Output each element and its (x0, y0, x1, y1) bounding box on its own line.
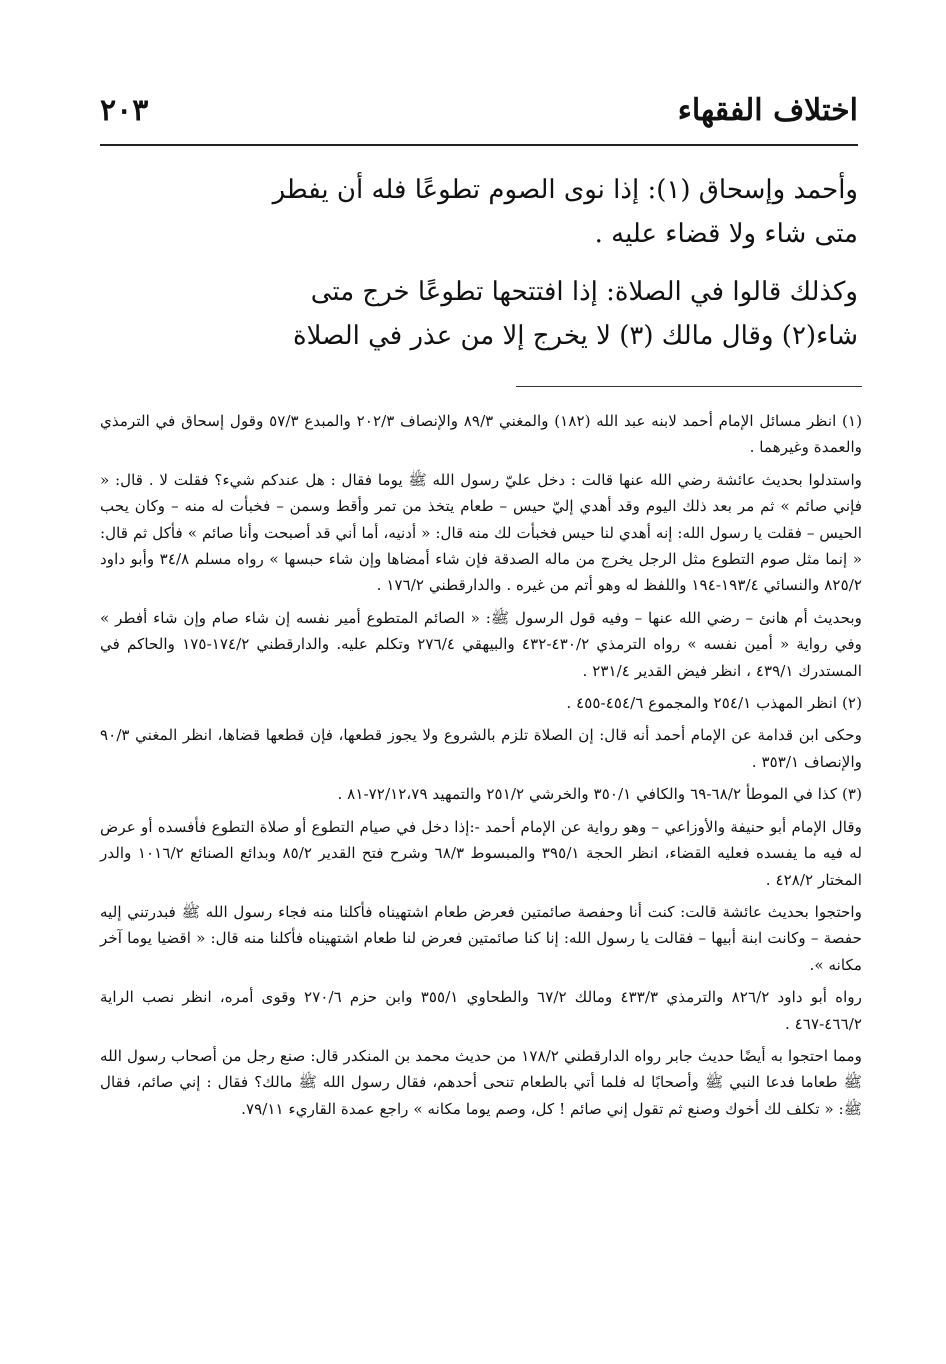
footnote-1-paragraph: وبحديث أم هانئ – رضي الله عنها – وفيه قول الرسول ﷺ: « الصائم المتطوع أمير نفسه إن شاء صام وإن شاء أفطر » وفي رواية « أمين نفسه » رواه الترمذي ٤٣٠/٢-٤٣٢ والبيهقي ٢٧٦/٤ وتكلم عليه. والدارقطني ١٧٤/٢-١٧٥ والحاكم في المستدرك ٤٣٩/١ ، انظر فيض القدير ٢٣١/٤ . (100, 608, 862, 680)
main-line: شاء(٢) وقال مالك (٣) لا يخرج إلا من عذر في الصلاة (293, 321, 858, 351)
header-divider (100, 144, 858, 146)
footnote-3: (٣) كذا في الموطأ ٦٨/٢-٦٩ والكافي ٣٥٠/١ والخرشي ٢٥١/٢ والتمهيد ٧٢/١٢،٧٩-٨١ . (337, 785, 862, 804)
main-line: متى شاء ولا قضاء عليه . (594, 219, 858, 249)
main-line: وأحمد وإسحاق (١): إذا نوى الصوم تطوعًا فله أن يفطر (272, 175, 858, 205)
main-paragraph (100, 270, 858, 358)
footnote-3-paragraph: ومما احتجوا به أيضًا حديث جابر رواه الدارقطني ١٧٨/٢ من حديث محمد بن المنكدر قال: صنع رجل من أصحاب رسول الله ﷺ طعاما فدعا النبي ﷺ وأصحابًا له فلما أتي بالطعام تنحى أحدهم، فقال رسول الله ﷺ مالك؟ فقال : إني صائم، فقال ﷺ: « تكلف لك أخوك وصنع ثم تقول إني صائم ! كل، وصم يوما مكانه » راجع عمدة القاريء ٧٩/١١. (100, 1046, 862, 1118)
footnote-1: (١) انظر مسائل الإمام أحمد لابنه عبد الله (١٨٢) والمغني ٨٩/٣ والإنصاف ٢٠٢/٣ والمبدع ٥٧/٣ وقول إسحاق في الترمذي والعمدة وغيرهما . (100, 412, 863, 457)
footnote-3-paragraph: رواه أبو داود ٨٢٦/٢ والترمذي ٤٣٣/٣ ومالك ٦٧/٢ والطحاوي ٣٥٥/١ وابن حزم ٢٧٠/٦ وقوى أمره، انظر نصب الراية ٤٦٦/٢-٤٦٧ . (100, 988, 863, 1033)
page-number: ٢٠٣ (100, 93, 149, 128)
footnote-3-paragraph: واحتجوا بحديث عائشة قالت: كنت أنا وحفصة صائمتين فعرض طعام اشتهيناه فأكلنا منه فجاء رسول الله ﷺ فبدرتني إليه حفصة – وكانت ابنة أبيها – فقالت يا رسول الله: إنا كنا صائمتين فعرض لنا طعام اشتهيناه فأكلنا منه قال: « اقضيا يوما آخر مكانه ». (100, 902, 862, 974)
footnote-2: (٢) انظر المهذب ٢٥٤/١ والمجموع ٤٥٤/٦-٤٥٥ . (566, 694, 862, 713)
main-line: وكذلك قالوا في الصلاة: إذا افتتحها تطوعًا خرج متى (310, 277, 858, 307)
book-title: اختلاف الفقهاء (677, 93, 858, 128)
main-text (100, 168, 858, 372)
footnote-divider (516, 386, 862, 387)
footnote-2-paragraph: وحكى ابن قدامة عن الإمام أحمد أنه قال: إن الصلاة تلزم بالشروع ولا يجوز قطعها، فإن قطعها قضاها، انظر المغني ٩٠/٣ والإنصاف ٣٥٣/١ . (100, 726, 862, 771)
footnotes (100, 408, 862, 1128)
footnote-1-paragraph: واستدلوا بحديث عائشة رضي الله عنها قالت : دخل عليّ رسول الله ﷺ يوما فقال : هل عندكم شيء؟ فقلت لا . قال: « فإني صائم » ثم مر بعد ذلك اليوم وقد أهدي إليّ حيس – طعام يتخذ من تمر وأقط وسمن – فخبأت له منه – وكان يحب الحيس – فقلت يا رسول الله: إنه أهدي لنا حيس فخبأت لك منه قال: « أدنيه، أما أني قد أصبحت وأنا صائم » فأكل ثم قال: « إنما مثل صوم التطوع مثل الرجل يخرج من ماله الصدقة فإن شاء أمضاها وإن شاء حبسها » رواه مسلم ٣٤/٨ وأبو داود ٨٢٥/٢ والنسائي ١٩٣/٤-١٩٤ واللفظ له وهو أتم من غيره . والدارقطني ١٧٦/٢ . (100, 470, 862, 595)
main-paragraph (100, 168, 858, 256)
footnote-3-paragraph: وقال الإمام أبو حنيفة والأوزاعي – وهو رواية عن الإمام أحمد -:إذا دخل في صيام التطوع أو صلاة التطوع فأفسده أو عرض له فيه ما يفسده فعليه القضاء، انظر الحجة ٣٩٥/١ والمبسوط ٦٨/٣ وشرح فتح القدير ٨٥/٢ وبدائع الصنائع ١٠١٦/٢ والدر المختار ٤٢٨/٢ . (100, 817, 863, 889)
page-header (100, 88, 858, 134)
